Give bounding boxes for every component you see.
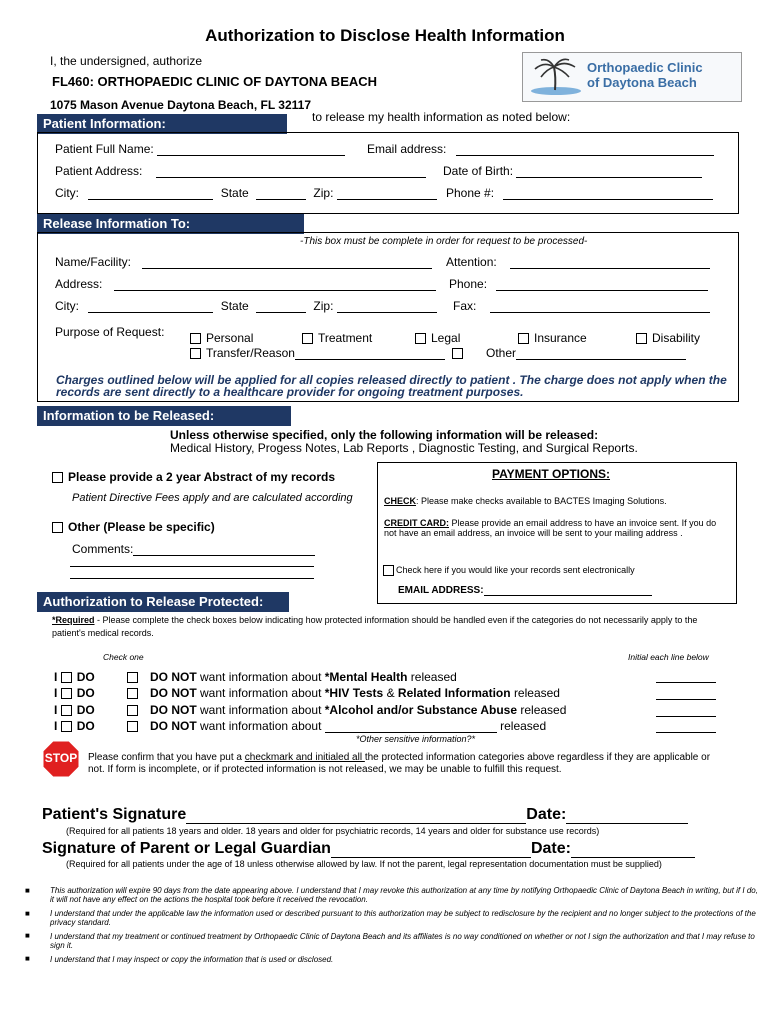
bullet-icon: ■ — [25, 954, 30, 963]
do-not-checkbox-1[interactable] — [127, 672, 138, 683]
patient-address-field[interactable] — [156, 165, 426, 178]
fax-label: Fax: — [453, 299, 477, 313]
attention-field[interactable] — [510, 256, 710, 269]
row-text: want information about — [200, 703, 322, 717]
unless-text: Unless otherwise specified, only the following information will be released: — [170, 428, 599, 442]
charges-notice: Charges outlined below will be applied for all copies released directly to patient . The charge does not apply when the records are sent directly to a healthcare provider for ongoing treatment purposes. — [56, 373, 727, 399]
clinic-logo — [522, 52, 742, 102]
comments-line-3[interactable] — [70, 578, 314, 579]
zip-field[interactable] — [337, 187, 437, 200]
other-sensitive-note: *Other sensitive information?* — [356, 734, 476, 744]
do-not-label: DO NOT — [150, 670, 197, 684]
do-checkbox-4[interactable] — [61, 721, 72, 732]
palm-tree-icon — [529, 57, 583, 97]
release-address-label: Address: — [55, 277, 103, 291]
fax-field[interactable] — [490, 300, 710, 313]
full-name-field[interactable] — [157, 143, 345, 156]
payment-email-field[interactable] — [484, 585, 652, 596]
do-label: DO — [76, 670, 95, 684]
check-text: : Please make checks available to BACTES Imaging Solutions. — [416, 496, 667, 506]
electronic-label: Check here if you would like your records sent electronically — [396, 565, 635, 575]
do-not-checkbox-2[interactable] — [127, 688, 138, 699]
stop-text: STOP — [44, 751, 78, 765]
release-phone-field[interactable] — [496, 278, 708, 291]
logo-line1: Orthopaedic Clinic — [587, 60, 703, 75]
dob-field[interactable] — [516, 165, 702, 178]
payment-title: PAYMENT OPTIONS: — [492, 467, 611, 481]
do-checkbox-1[interactable] — [61, 672, 72, 683]
treatment-label: Treatment — [318, 331, 373, 345]
guardian-date-field[interactable] — [571, 841, 695, 858]
hiv-and: & — [383, 686, 398, 700]
row-text: want information about — [200, 670, 322, 684]
comments-label: Comments: — [72, 542, 134, 556]
required-label: *Required — [52, 615, 95, 625]
released-label: released — [520, 703, 567, 717]
other-info-label: Other (Please be specific) — [68, 520, 215, 534]
patient-signature-note: (Required for all patients 18 years and older. 18 years and older for psychiatric records, 14 years and older for substance use records) — [66, 826, 600, 836]
row-text: want information about — [200, 686, 322, 700]
comments-line-2[interactable] — [70, 566, 314, 567]
email-field[interactable] — [456, 143, 714, 156]
protected-header: Authorization to Release Protected: — [37, 592, 289, 612]
confirm-text-1: Please confirm that you have put a — [88, 752, 245, 763]
confirm-text-2: the protected information categories above regardless if they are applicable or not. If form is incomplete, or if protected information is not released, we may be unable to fulfill this request. — [88, 752, 711, 775]
full-name-label: Patient Full Name: — [55, 142, 154, 156]
do-checkbox-2[interactable] — [61, 688, 72, 699]
release-phone-label: Phone: — [449, 277, 488, 291]
hiv-related-label: Related Information — [397, 686, 511, 700]
payment-email-label: EMAIL ADDRESS: — [398, 585, 484, 596]
i-label: I — [54, 670, 58, 684]
transfer-checkbox[interactable] — [190, 348, 201, 359]
patient-signature-field[interactable] — [186, 807, 526, 824]
do-checkbox-3[interactable] — [61, 705, 72, 716]
email-label: Email address: — [367, 142, 447, 156]
bullet-icon: ■ — [25, 909, 30, 918]
transfer-reason-field[interactable] — [295, 350, 445, 360]
initial-field-3[interactable] — [656, 716, 716, 717]
do-not-label: DO NOT — [150, 686, 197, 700]
bullet-icon: ■ — [25, 931, 30, 940]
i-label: I — [54, 703, 58, 717]
fees-note: Patient Directive Fees apply and are calculated according — [72, 492, 353, 504]
guardian-signature-label: Signature of Parent or Legal Guardian — [42, 840, 331, 857]
disclaimer-3: I understand that my treatment or continued treatment by Orthopaedic Clinic of Daytona Beach and its affiliates is no way conditioned on whether or not I sign the authorization and that I may refuse to sign it. — [50, 932, 755, 950]
state-field[interactable] — [256, 187, 306, 200]
release-state-label: State — [220, 299, 249, 313]
guardian-date-label: Date: — [530, 840, 571, 857]
disclaimer-2: I understand that under the applicable law the information used or described pursuant to this authorization may be subject to redisclosure by the recipient and no longer subject to the protections of the privacy standard. — [50, 909, 756, 927]
disclaimer-4: I understand that I may inspect or copy the information that is used or disclosed. — [50, 955, 334, 964]
required-text: - Please complete the check boxes below indicating how protected information should be handled even if the categories do not necessarily apply to the patient's medical records. — [52, 615, 698, 638]
i-label: I — [54, 686, 58, 700]
comments-field[interactable] — [133, 545, 315, 556]
do-label: DO — [76, 703, 95, 717]
released-label: released — [410, 670, 457, 684]
page-title: Authorization to Disclose Health Information — [205, 26, 565, 45]
do-not-label: DO NOT — [150, 703, 197, 717]
release-address-field[interactable] — [114, 278, 436, 291]
treatment-checkbox[interactable] — [302, 333, 313, 344]
disability-checkbox[interactable] — [636, 333, 647, 344]
patient-info-header: Patient Information: — [37, 114, 287, 134]
release-note: to release my health information as noted below: — [312, 110, 571, 124]
do-label: DO — [76, 686, 95, 700]
transfer-label: Transfer/Reason — [206, 346, 295, 360]
other-info-checkbox[interactable] — [52, 522, 63, 533]
other-sensitive-field[interactable] — [325, 720, 497, 733]
release-zip-field[interactable] — [337, 300, 437, 313]
patient-date-label: Date: — [526, 806, 567, 823]
i-label: I — [54, 719, 58, 733]
hiv-tests-label: *HIV Tests — [324, 686, 384, 700]
insurance-checkbox[interactable] — [518, 333, 529, 344]
mental-health-label: *Mental Health — [324, 670, 408, 684]
attention-label: Attention: — [446, 255, 497, 269]
check-one-label: Check one — [103, 652, 144, 662]
release-city-label: City: — [55, 299, 79, 313]
bullet-icon: ■ — [25, 886, 30, 895]
insurance-label: Insurance — [534, 331, 587, 345]
confirm-text-underlined: checkmark and initialed all — [244, 752, 365, 763]
other-purpose-label: Other — [486, 346, 517, 360]
legal-label: Legal — [431, 331, 461, 345]
clinic-address: 1075 Mason Avenue Daytona Beach, FL 32117 — [50, 98, 312, 112]
dob-label: Date of Birth: — [443, 164, 514, 178]
other-purpose-checkbox[interactable] — [452, 348, 463, 359]
disability-label: Disability — [652, 331, 701, 345]
initial-field-1[interactable] — [656, 682, 716, 683]
release-to-header: Release Information To: — [37, 214, 304, 234]
electronic-checkbox[interactable] — [383, 565, 394, 576]
phone-field[interactable] — [503, 187, 713, 200]
other-purpose-field[interactable] — [516, 350, 686, 360]
released-label: released — [500, 719, 547, 733]
patient-address-label: Patient Address: — [55, 164, 143, 178]
do-not-label: DO NOT — [150, 719, 197, 733]
release-state-field[interactable] — [256, 300, 306, 313]
do-not-checkbox-3[interactable] — [127, 705, 138, 716]
stop-sign-icon — [42, 740, 80, 778]
abstract-checkbox[interactable] — [52, 472, 63, 483]
cc-text: Please provide an email address to have an invoice sent. If you do not have an email address, an invoice will be sent to your mailing address . — [384, 518, 717, 538]
clinic-code: FL460: ORTHOPAEDIC CLINIC OF DAYTONA BEACH — [52, 74, 378, 89]
logo-line2: of Daytona Beach — [587, 75, 697, 90]
release-city-field[interactable] — [88, 300, 213, 313]
cc-label: CREDIT CARD: — [384, 518, 449, 528]
released-label: released — [513, 686, 560, 700]
purpose-label: Purpose of Request: — [55, 325, 165, 339]
zip-label: Zip: — [313, 186, 334, 200]
row-text: want information about — [200, 719, 322, 733]
do-label: DO — [76, 719, 95, 733]
guardian-signature-field[interactable] — [331, 841, 531, 858]
phone-label: Phone #: — [446, 186, 495, 200]
guardian-signature-note: (Required for all patients under the age of 18 unless otherwise allowed by law. If not the parent, legal representation documentation must be supplied) — [66, 859, 662, 869]
city-label: City: — [55, 186, 79, 200]
release-note-required: -This box must be complete in order for request to be processed- — [300, 236, 588, 247]
initial-label: Initial each line below — [628, 652, 709, 662]
initial-field-4[interactable] — [656, 732, 716, 733]
patient-date-field[interactable] — [566, 807, 688, 824]
facility-label: Name/Facility: — [55, 255, 132, 269]
substance-abuse-label: *Alcohol and/or Substance Abuse — [324, 703, 518, 717]
legal-checkbox[interactable] — [415, 333, 426, 344]
state-label: State — [220, 186, 249, 200]
city-field[interactable] — [88, 187, 213, 200]
disclaimer-1: This authorization will expire 90 days from the date appearing above. I understand that I may revoke this authorization at any time by notifying Orthopaedic Clinic of Daytona Beach in writing, but if I do, it will not have any effect on the actions the hospital took before it received the revocation. — [50, 886, 758, 904]
undersigned-text: I, the undersigned, authorize — [50, 54, 203, 68]
abstract-label: Please provide a 2 year Abstract of my records — [68, 470, 336, 484]
initial-field-2[interactable] — [656, 699, 716, 700]
personal-label: Personal — [206, 331, 254, 345]
released-list: Medical History, Progess Notes, Lab Reports , Diagnostic Testing, and Surgical Reports. — [170, 441, 638, 455]
do-not-checkbox-4[interactable] — [127, 721, 138, 732]
release-zip-label: Zip: — [313, 299, 334, 313]
personal-checkbox[interactable] — [190, 333, 201, 344]
check-label: CHECK — [384, 496, 417, 506]
facility-field[interactable] — [142, 256, 432, 269]
patient-signature-label: Patient's Signature — [42, 806, 187, 823]
info-released-header: Information to be Released: — [37, 406, 291, 426]
